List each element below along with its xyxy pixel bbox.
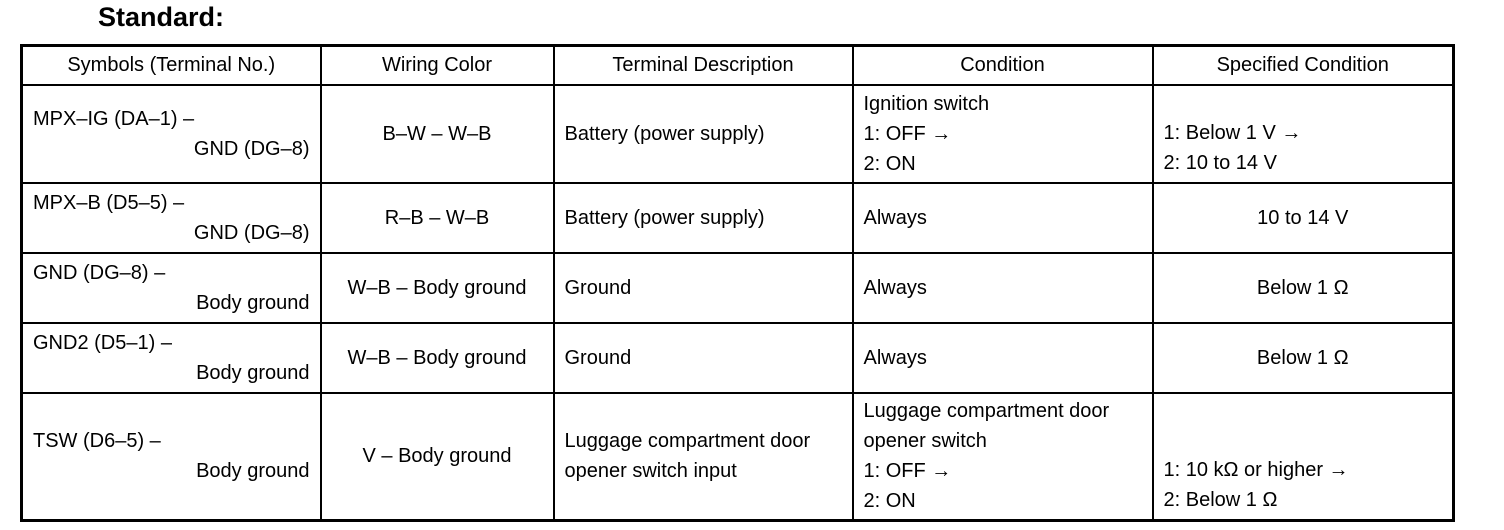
symbol-ground: Body ground xyxy=(196,291,310,314)
specified-line: Below 1 Ω xyxy=(1256,276,1349,299)
column-header-terminal-description: Terminal Description xyxy=(554,46,853,85)
condition-line: 1: OFF → xyxy=(863,122,952,145)
symbol-terminal: GND (DG–8) – xyxy=(33,261,166,284)
description-cell xyxy=(554,393,853,521)
table-row xyxy=(22,393,1454,521)
wiring-color-cell: W–B – Body ground xyxy=(321,323,554,393)
description-cell xyxy=(554,85,853,183)
wiring-color-cell: B–W – W–B xyxy=(321,85,554,183)
description-line: Battery (power supply) xyxy=(564,122,765,145)
condition-line: Ignition switch xyxy=(863,92,990,115)
symbol-cell xyxy=(22,323,321,393)
wiring-color-cell: R–B – W–B xyxy=(321,183,554,253)
table-header-row xyxy=(22,46,1454,85)
symbol-ground: Body ground xyxy=(196,460,310,483)
specified-line: 2: Below 1 Ω xyxy=(1163,489,1278,511)
description-line: Ground xyxy=(564,276,632,299)
specified-line: 1: Below 1 V → xyxy=(1163,121,1302,144)
condition-cell xyxy=(853,253,1153,323)
condition-cell xyxy=(853,85,1153,183)
wiring-color-cell: V – Body ground xyxy=(321,393,554,521)
wiring-color-cell: W–B – Body ground xyxy=(321,253,554,323)
symbol-terminal: TSW (D6–5) – xyxy=(33,430,161,453)
specified-line: Below 1 Ω xyxy=(1256,346,1349,369)
condition-cell xyxy=(853,393,1153,521)
table-row xyxy=(22,253,1454,323)
description-cell xyxy=(554,323,853,393)
condition-line: Always xyxy=(863,276,927,299)
condition-line: Luggage compartment door xyxy=(863,400,1110,423)
condition-line: Always xyxy=(863,206,927,229)
column-header-wiring-color: Wiring Color xyxy=(321,46,554,85)
symbol-ground: Body ground xyxy=(196,361,310,384)
condition-line: opener switch xyxy=(863,430,987,453)
condition-line: 2: ON xyxy=(863,490,916,513)
specified-condition-cell xyxy=(1153,393,1454,521)
symbol-ground: GND (DG–8) xyxy=(193,221,310,244)
specified-line: 2: 10 to 14 V xyxy=(1163,151,1277,174)
specified-condition-cell xyxy=(1153,253,1454,323)
description-line: opener switch input xyxy=(564,460,737,483)
specified-condition-cell xyxy=(1153,183,1454,253)
condition-cell xyxy=(853,323,1153,393)
symbol-cell xyxy=(22,85,321,183)
symbol-cell xyxy=(22,393,321,521)
symbol-terminal: MPX–IG (DA–1) – xyxy=(33,107,195,130)
description-line: Luggage compartment door xyxy=(564,430,811,453)
table-row xyxy=(22,85,1454,183)
specified-line: 10 to 14 V xyxy=(1257,206,1349,229)
terminal-spec-table xyxy=(20,44,1455,522)
symbol-ground: GND (DG–8) xyxy=(193,137,310,160)
condition-line: 2: ON xyxy=(863,152,916,175)
condition-line: Always xyxy=(863,346,927,369)
description-line: Ground xyxy=(564,346,632,369)
specified-condition-cell xyxy=(1153,85,1454,183)
column-header-condition: Condition xyxy=(853,46,1153,85)
description-line: Battery (power supply) xyxy=(564,206,765,229)
column-header-specified-condition: Specified Condition xyxy=(1153,46,1454,85)
page-heading: Standard: xyxy=(98,2,225,32)
table-row xyxy=(22,323,1454,393)
table-row xyxy=(22,183,1454,253)
symbol-cell xyxy=(22,253,321,323)
symbol-terminal: MPX–B (D5–5) – xyxy=(33,191,185,214)
symbol-cell xyxy=(22,183,321,253)
specified-condition-cell xyxy=(1153,323,1454,393)
symbol-terminal: GND2 (D5–1) – xyxy=(33,331,172,354)
condition-line: 1: OFF → xyxy=(863,460,952,483)
specified-line: 1: 10 kΩ or higher → xyxy=(1163,459,1349,481)
description-cell xyxy=(554,253,853,323)
column-header-symbols: Symbols (Terminal No.) xyxy=(22,46,321,85)
condition-cell xyxy=(853,183,1153,253)
description-cell xyxy=(554,183,853,253)
